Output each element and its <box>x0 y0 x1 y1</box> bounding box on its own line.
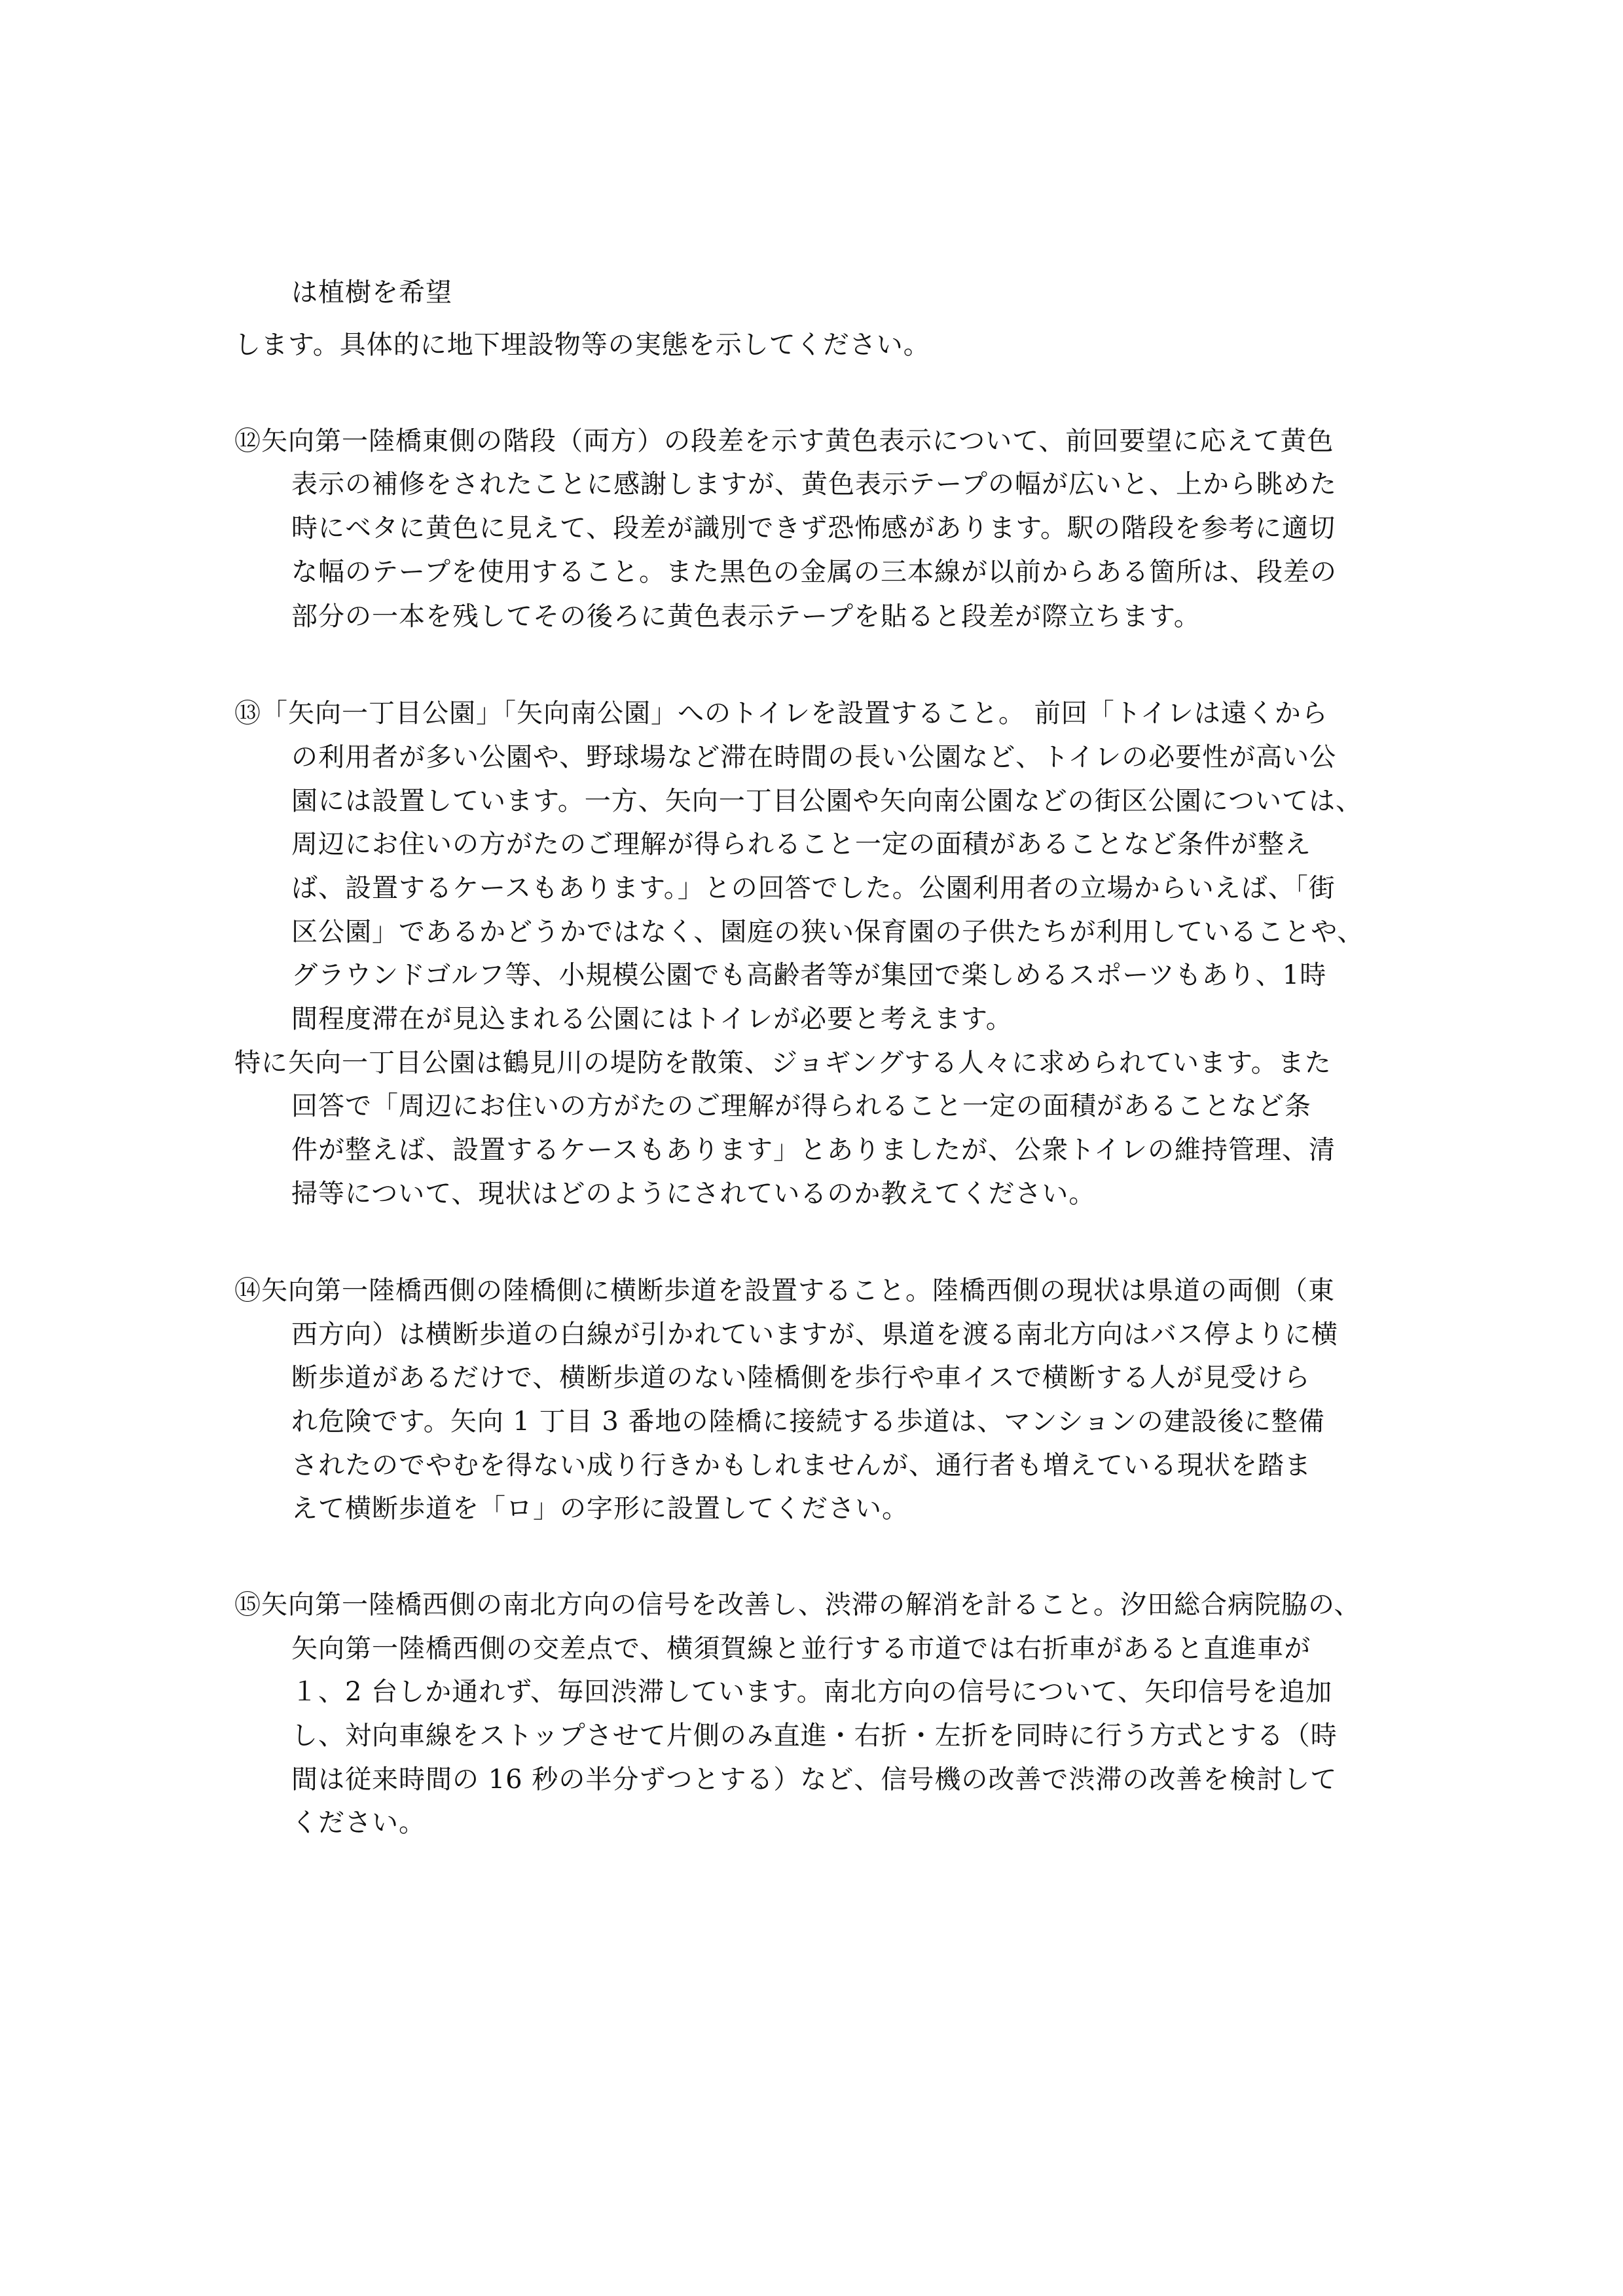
text-line: ください。 <box>291 1808 426 1838</box>
text-line: の利用者が多い公園や、野球場など滞在時間の長い公園など、トイレの必要性が高い公 <box>291 742 1337 772</box>
text-line: えて横断歩道を「ロ」の字形に設置してください。 <box>291 1494 909 1524</box>
text-line: １、2 台しか通れず、毎回渋滞しています。南北方向の信号について、矢印信号を追加 <box>291 1677 1333 1707</box>
text-line: な幅のテープを使用すること。また黒色の金属の三本線が以前からある箇所は、段差の <box>291 557 1337 587</box>
text-line: は植樹を希望 <box>291 278 452 308</box>
text-line: 周辺にお住いの方がたのご理解が得られること一定の面積があることなど条件が整え <box>291 829 1311 859</box>
text-line: ⑭矢向第一陸橋西側の陸橋側に横断歩道を設置すること。陸橋西側の現状は県道の両側（東 <box>234 1276 1335 1306</box>
text-line: 部分の一本を残してその後ろに黄色表示テープを貼ると段差が際立ちます。 <box>291 601 1201 632</box>
text-line: ば、設置するケースもあります。」との回答でした。公園利用者の立場からいえば、「街 <box>291 873 1336 903</box>
text-line: れ危険です。矢向 1 丁目 3 番地の陸橋に接続する歩道は、マンションの建設後に整備 <box>291 1407 1325 1437</box>
text-line: 矢向第一陸橋西側の交差点で、横須賀線と並行する市道では右折車があると直進車が <box>291 1634 1311 1664</box>
text-line: 間は従来時間の 16 秒の半分ずつとする）など、信号機の改善で渋滞の改善を検討して <box>291 1765 1338 1795</box>
text-line: 区公園」であるかどうかではなく、園庭の狭い保育園の子供たちが利用していることや、 <box>291 917 1364 947</box>
text-line: 特に矢向一丁目公園は鶴見川の堤防を散策、ジョギングする人々に求められています。また <box>234 1048 1332 1078</box>
text-line: 時にベタに黄色に見えて、段差が識別できず恐怖感があります。駅の階段を参考に適切 <box>291 513 1336 543</box>
text-line: ⑫矢向第一陸橋東側の階段（両方）の段差を示す黄色表示について、前回要望に応えて黄色 <box>234 426 1334 456</box>
text-line: 断歩道があるだけで、横断歩道のない陸橋側を歩行や車イスで横断する人が見受けら <box>291 1363 1311 1393</box>
text-line: 西方向）は横断歩道の白線が引かれていますが、県道を渡る南北方向はバス停よりに横 <box>291 1319 1338 1350</box>
text-line: 件が整えば、設置するケースもあります」とありましたが、公衆トイレの維持管理、清 <box>291 1135 1336 1165</box>
text-line: し、対向車線をストップさせて片側のみ直進・右折・左折を同時に行う方式とする（時 <box>291 1721 1338 1751</box>
text-line: します。具体的に地下埋設物等の実態を示してください。 <box>234 330 930 360</box>
text-line: 間程度滞在が見込まれる公園にはトイレが必要と考えます。 <box>291 1004 1013 1034</box>
text-line: ⑬「矢向一丁目公園」「矢向南公園」へのトイレを設置すること。 前回「トイレは遠くから <box>234 698 1328 728</box>
text-line: 園には設置しています。一方、矢向一丁目公園や矢向南公園などの街区公園については、 <box>291 786 1362 816</box>
text-line: 回答で「周辺にお住いの方がたのご理解が得られること一定の面積があることなど条 <box>291 1091 1311 1121</box>
text-line: されたのでやむを得ない成り行きかもしれませんが、通行者も増えている現状を踏ま <box>291 1450 1311 1480</box>
text-line: 掃等について、現状はどのようにされているのか教えてください。 <box>291 1179 1096 1209</box>
text-line: 表示の補修をされたことに感謝しますが、黄色表示テープの幅が広いと、上から眺めた <box>291 469 1337 499</box>
text-line: ⑮矢向第一陸橋西側の南北方向の信号を改善し、渋滞の解消を計ること。汐田総合病院脇の、 <box>234 1590 1361 1620</box>
text-line: グラウンドゴルフ等、小規模公園でも高齢者等が集団で楽しめるスポーツもあり、1時 <box>291 960 1327 990</box>
